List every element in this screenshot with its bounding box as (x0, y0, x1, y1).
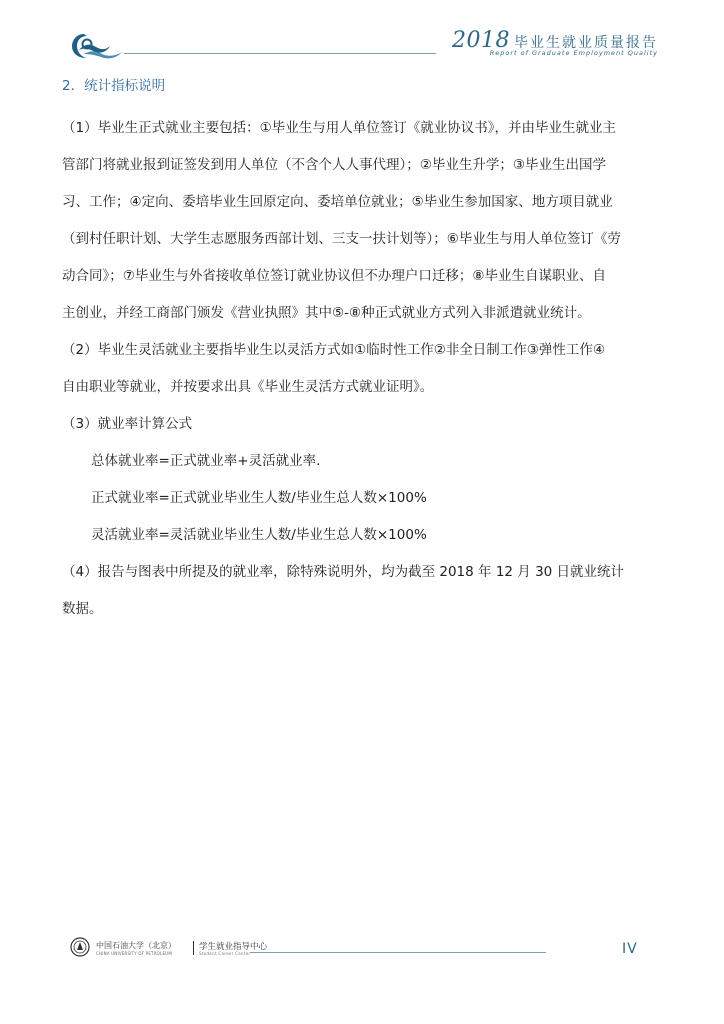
report-subtitle: Report of Graduate Employment Quality (489, 49, 658, 57)
formula-section-title: （3）就业率计算公式 (62, 416, 193, 432)
section-heading: 2．统计指标说明 (62, 78, 166, 94)
paragraph-3-title (62, 406, 662, 443)
paragraph-line: （2）毕业生灵活就业主要指毕业生以灵活方式如①临时性工作②非全日制工作③弹性工作④ (62, 342, 605, 358)
formula-formal: 正式就业率=正式就业毕业生人数/毕业生总人数×100% (91, 490, 427, 506)
university-seal-icon (70, 937, 90, 957)
report-year: 2018 (452, 28, 510, 53)
wave-logo-icon (70, 30, 126, 60)
page-number: IV (622, 941, 638, 957)
paragraph-2 (62, 332, 662, 406)
paragraph-line: 主创业，并经工商部门颁发《营业执照》其中⑤-⑧种正式就业方式列入非派遣就业统计。 (62, 305, 591, 321)
footer-rule (250, 952, 546, 953)
formula-total: 总体就业率=正式就业率+灵活就业率. (91, 453, 321, 469)
career-center-name-en: Student Career Center (199, 951, 251, 956)
header-rule (124, 53, 436, 54)
paragraph-line: 自由职业等就业，并按要求出具《毕业生灵活方式就业证明》。 (62, 379, 434, 395)
report-title-text: 毕业生就业质量报告 (514, 35, 658, 51)
paragraph-line: 习、工作；④定向、委培毕业生回原定向、委培单位就业；⑤毕业生参加国家、地方项目就业 (62, 194, 613, 210)
paragraph-line: 管部门将就业报到证签发到用人单位（不含个人人事代理）；②毕业生升学；③毕业生出国学 (62, 157, 606, 173)
career-center-name: 学生就业指导中心 (199, 942, 268, 952)
main-content (62, 74, 662, 628)
paragraph-line: 数据。 (62, 601, 103, 617)
formula-flexible: 灵活就业率=灵活就业毕业生人数/毕业生总人数×100% (91, 527, 427, 543)
paragraph-4 (62, 554, 662, 628)
paragraph-line: 动合同》；⑦毕业生与外省接收单位签订就业协议但不办理户口迁移；⑧毕业生自谋职业、自 (62, 268, 606, 284)
university-name: 中国石油大学（北京） (96, 941, 176, 950)
footer-divider (193, 941, 194, 955)
paragraph-1 (62, 110, 662, 332)
paragraph-line: （到村任职计划、大学生志愿服务西部计划、三支一扶计划等）；⑥毕业生与用人单位签订《劳 (62, 231, 621, 247)
paragraph-line: （1）毕业生正式就业主要包括：①毕业生与用人单位签订《就业协议书》，并由毕业生就业主 (62, 120, 616, 136)
university-name-en: CHINA UNIVERSITY OF PETROLEUM (96, 951, 172, 956)
paragraph-line: （4）报告与图表中所提及的就业率，除特殊说明外，均为截至 2018 年 12 月 30 日就业统计 (62, 564, 625, 580)
